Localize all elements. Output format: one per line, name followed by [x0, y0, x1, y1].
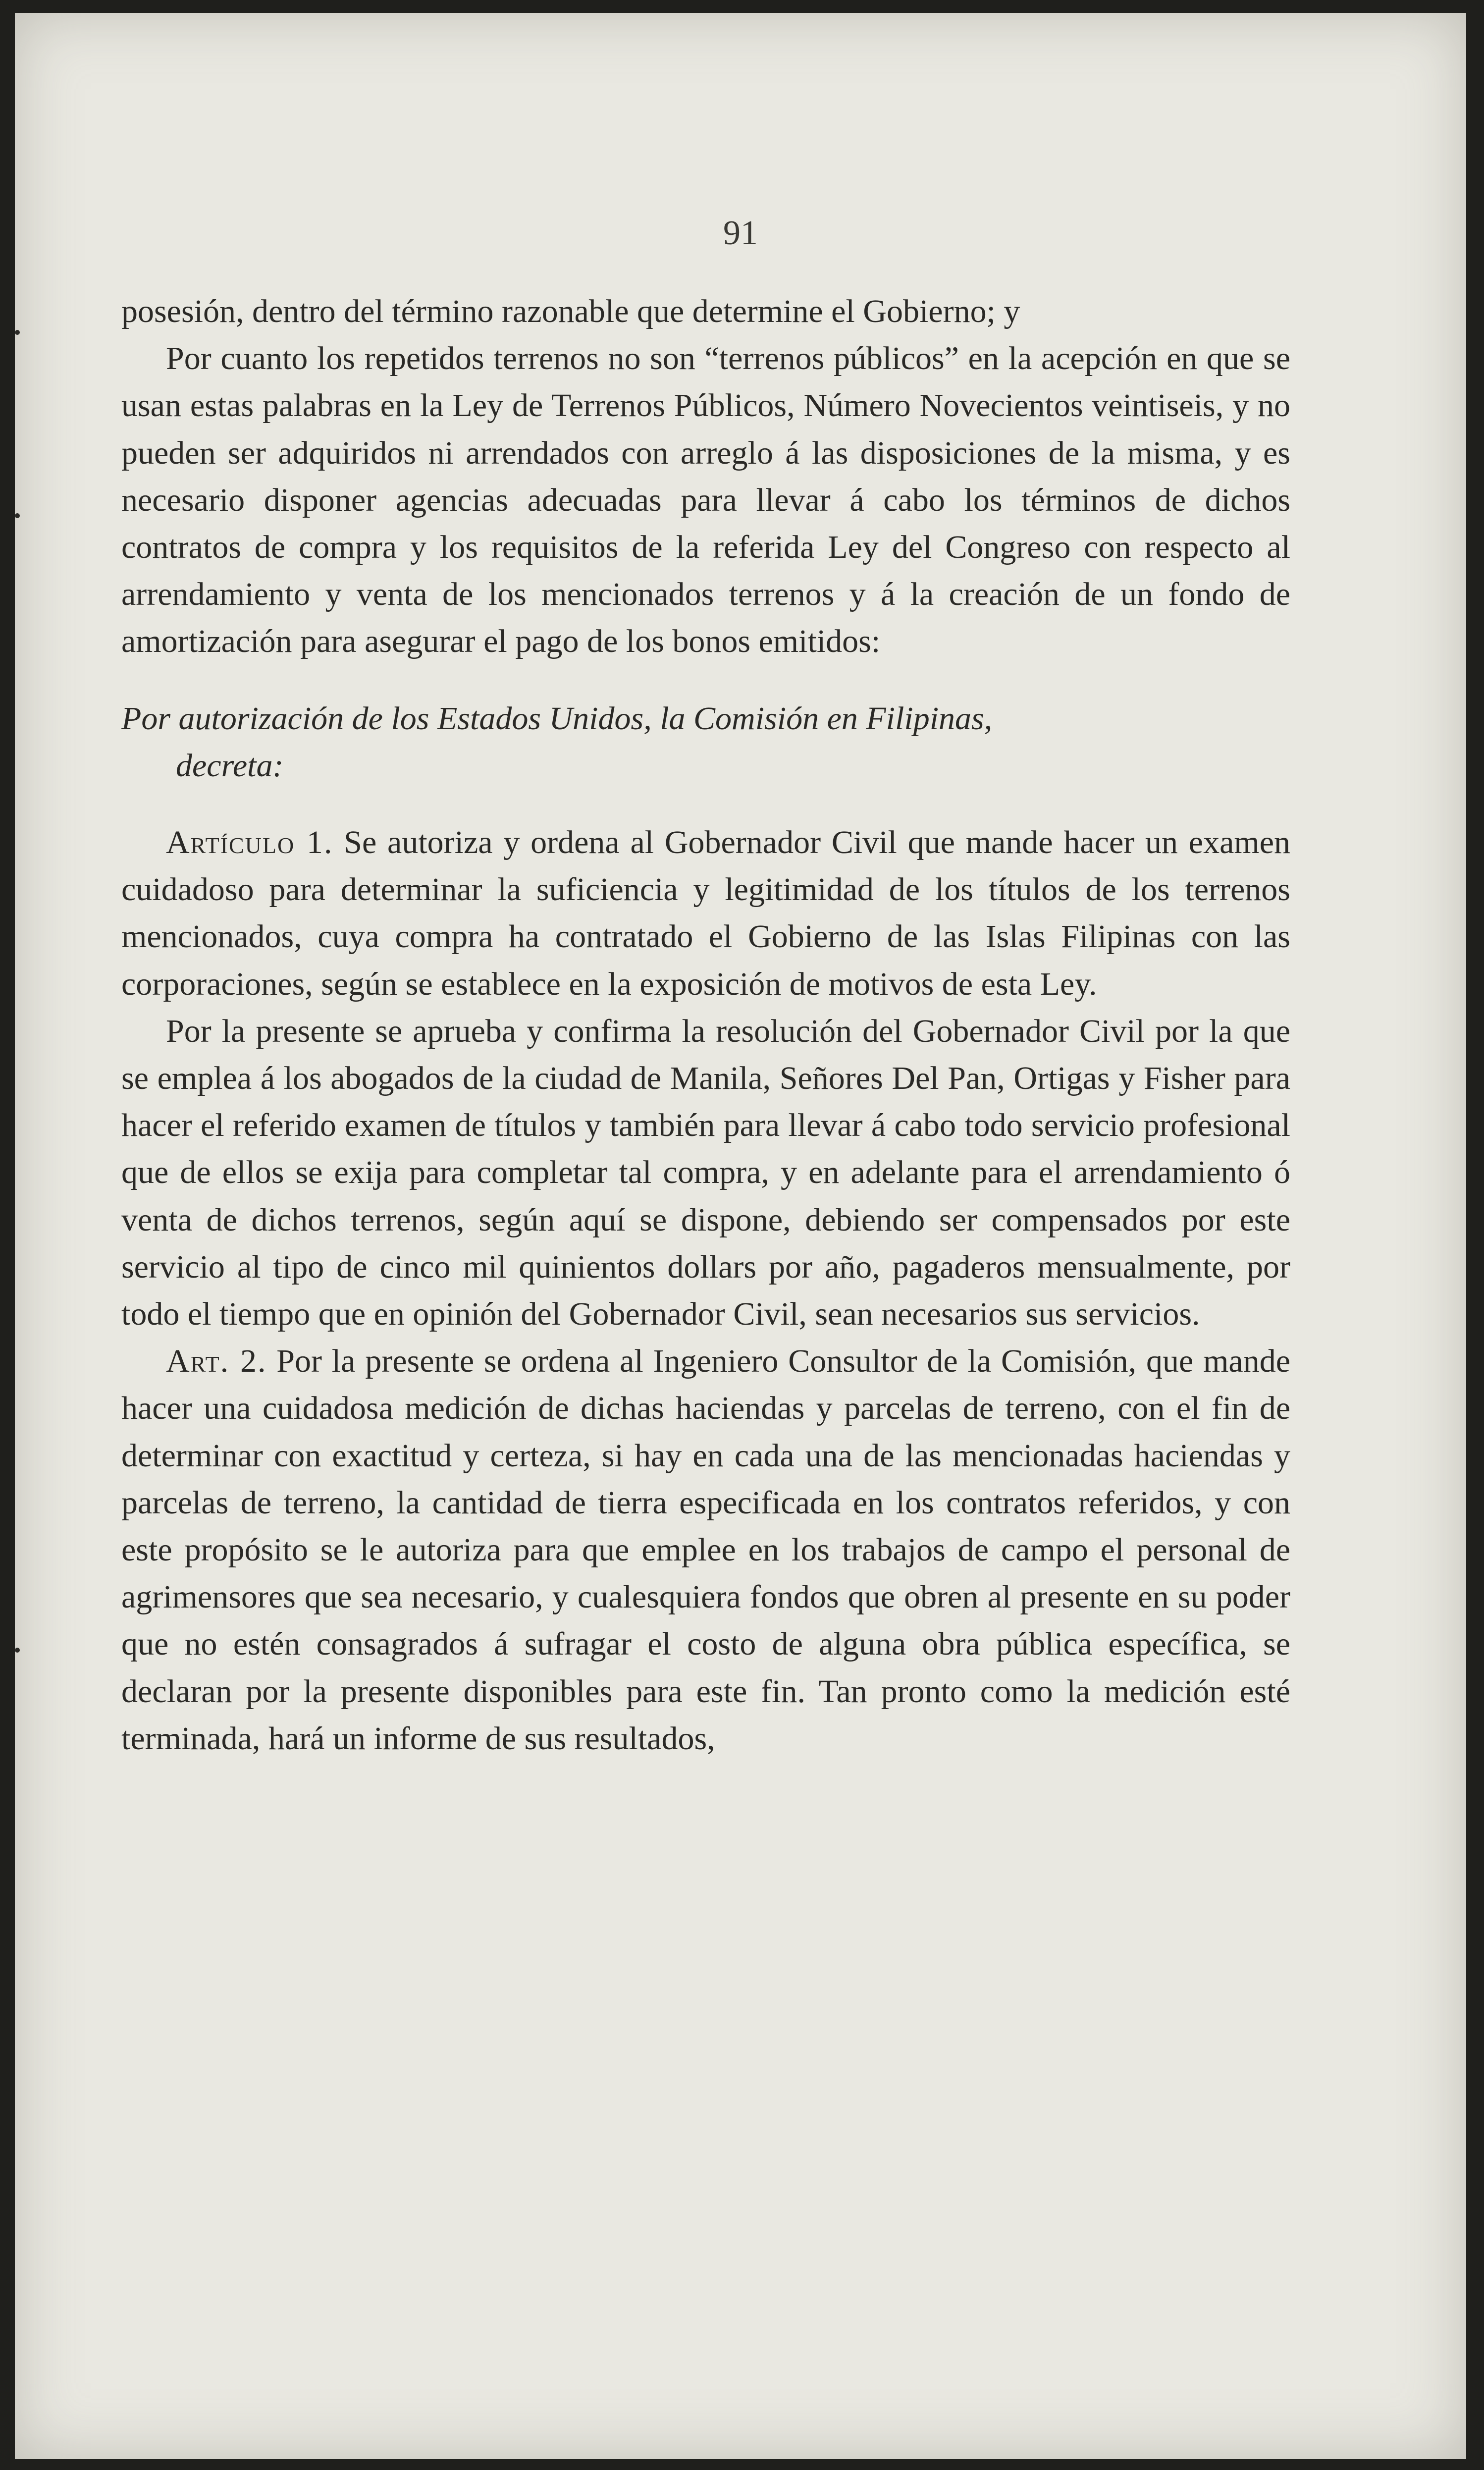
paragraph-continuation: posesión, dentro del término razonable que determine el Gobierno; y	[121, 293, 1020, 329]
article-1-heading: Artículo 1.	[166, 824, 333, 861]
paragraph-por-cuanto: Por cuanto los repetidos terrenos no son “terrenos públicos” en la acepción en que se usan estas palabras en la Ley de Terrenos Públicos, Número Novecientos veintiseis, y no pueden ser adquiridos ni arrendados con arreglo á las disposiciones de la misma, y es necesario disponer agencias adecuadas para llevar á cabo los términos de dichos contratos de compra y los requisitos de la referida Ley del Congreso con respecto al arrendamiento y venta de los mencionados terrenos y á la creación de un fondo de amortización para asegurar el pago de los bonos emitidos:	[121, 340, 1290, 660]
article-2-text: Por la presente se ordena al Ingeniero Consultor de la Comisión, que mande hacer una cuidadosa medición de dichas haciendas y parcelas de terreno, con el fin de determinar con exactitud y certeza, si hay en cada una de las mencionadas haciendas y parcelas de terreno, la cantidad de tierra especificada en los contratos referidos, y con este propósito se le autoriza para que emplee en los trabajos de campo el personal de agrimensores que sea necesario, y cualesquiera fondos que obren al presente en su poder que no estén consagrados á sufragar el costo de alguna obra pública específica, se declaran por la presente disponibles para este fin. Tan pronto como la medición esté terminada, hará un informe de sus resultados,	[121, 1343, 1290, 1757]
margin-mark	[15, 1648, 20, 1653]
decree-formula	[121, 695, 1290, 789]
paragraph-articulo-2	[121, 1338, 1290, 1762]
page-body	[121, 288, 1290, 1762]
paragraph-aprobacion: Por la presente se aprueba y confirma la resolución del Gobernador Civil por la que se emplea á los abogados de la ciudad de Manila, Señores Del Pan, Ortigas y Fisher para hacer el referido examen de títulos y también para llevar á cabo todo servicio profesional que de ellos se exija para completar tal compra, y en adelante para el arrendamiento ó venta de dichos terrenos, según aquí se dispone, debiendo ser compensados por este servicio al tipo de cinco mil quinientos dollars por año, pagaderos mensualmente, por todo el tiempo que en opinión del Gobernador Civil, sean necesarios sus servicios.	[121, 1013, 1290, 1333]
margin-mark	[15, 330, 20, 335]
article-1-text: Se autoriza y ordena al Gobernador Civil que mande hacer un examen cuidadoso para determinar la suficiencia y legitimidad de los títulos de los terrenos mencionados, cuya compra ha contratado el Gobierno de las Islas Filipinas con las corporaciones, según se establece en la exposición de motivos de esta Ley.	[121, 824, 1291, 1002]
book-page	[15, 13, 1466, 2459]
decree-line-1: Por autorización de los Estados Unidos, la Comisión en Filipinas,	[121, 700, 993, 737]
decree-line-2: decreta:	[176, 747, 284, 784]
page-number: 91	[723, 214, 758, 252]
article-2-heading: Art. 2.	[166, 1343, 267, 1380]
paragraph-articulo-1	[121, 819, 1290, 1008]
margin-mark	[15, 513, 20, 518]
